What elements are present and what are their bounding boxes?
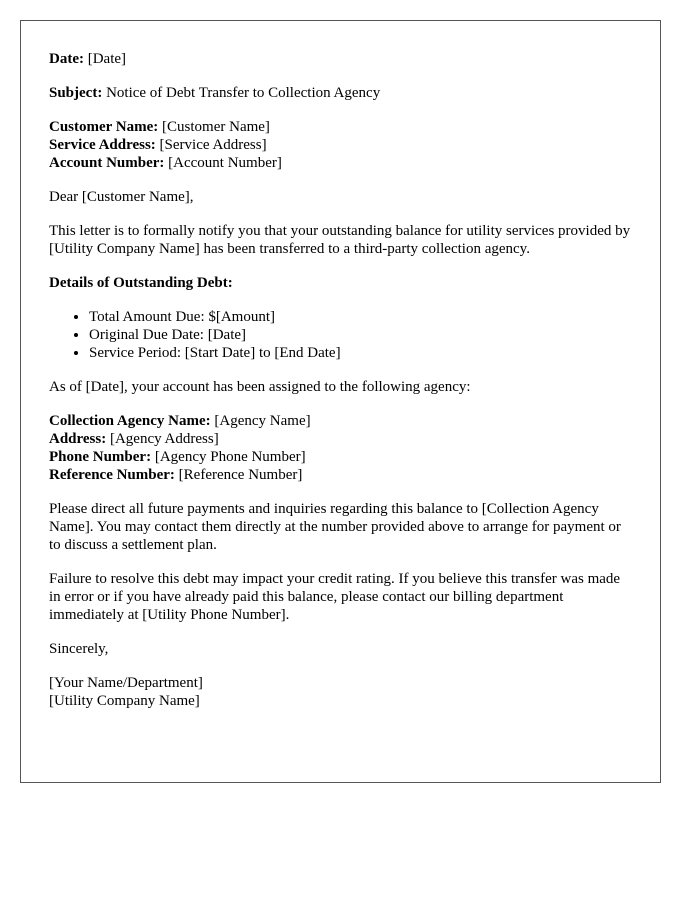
letter [20,20,661,783]
direct-paragraph: Please direct all future payments and inquiries regarding this balance to [Collection Agency Name]. You may contact them directly at the number provided above to arrange for payment or to discuss a settlement plan. [49,501,621,553]
agency-info: Collection Agency Name: [Agency Name] Address: [Agency Address] Phone Number: [Agency Phone Number] Reference Number: [Reference Number] [49,413,311,483]
subject-line: Subject: Notice of Debt Transfer to Collection Agency [49,85,381,101]
intro-paragraph: This letter is to formally notify you that your outstanding balance for utility services provided by [Utility Company Name] has been transferred to a third-party collection agency. [49,223,631,257]
failure-paragraph: Failure to resolve this debt may impact your credit rating. If you believe this transfer was made in error or if you have already paid this balance, please contact our billing department immediately at [Utility Phone Number]. [49,571,621,623]
details-heading: Details of Outstanding Debt: [49,275,233,291]
closing: Sincerely, [49,641,109,657]
details-list [49,308,632,362]
signature: [Your Name/Department] [Utility Company Name] [49,675,203,709]
greeting: Dear [Customer Name], [49,189,194,205]
list-item: • Original Due Date: [Date] [89,326,632,344]
date-line: Date: [Date] [49,51,127,67]
assigned-paragraph: As of [Date], your account has been assigned to the following agency: [49,379,471,395]
list-item: • Total Amount Due: $[Amount] [89,308,632,326]
customer-info: Customer Name: [Customer Name] Service Address: [Service Address] Account Number: [Account Number] [49,119,282,171]
list-item: • Service Period: [Start Date] to [End Date] [89,344,632,362]
